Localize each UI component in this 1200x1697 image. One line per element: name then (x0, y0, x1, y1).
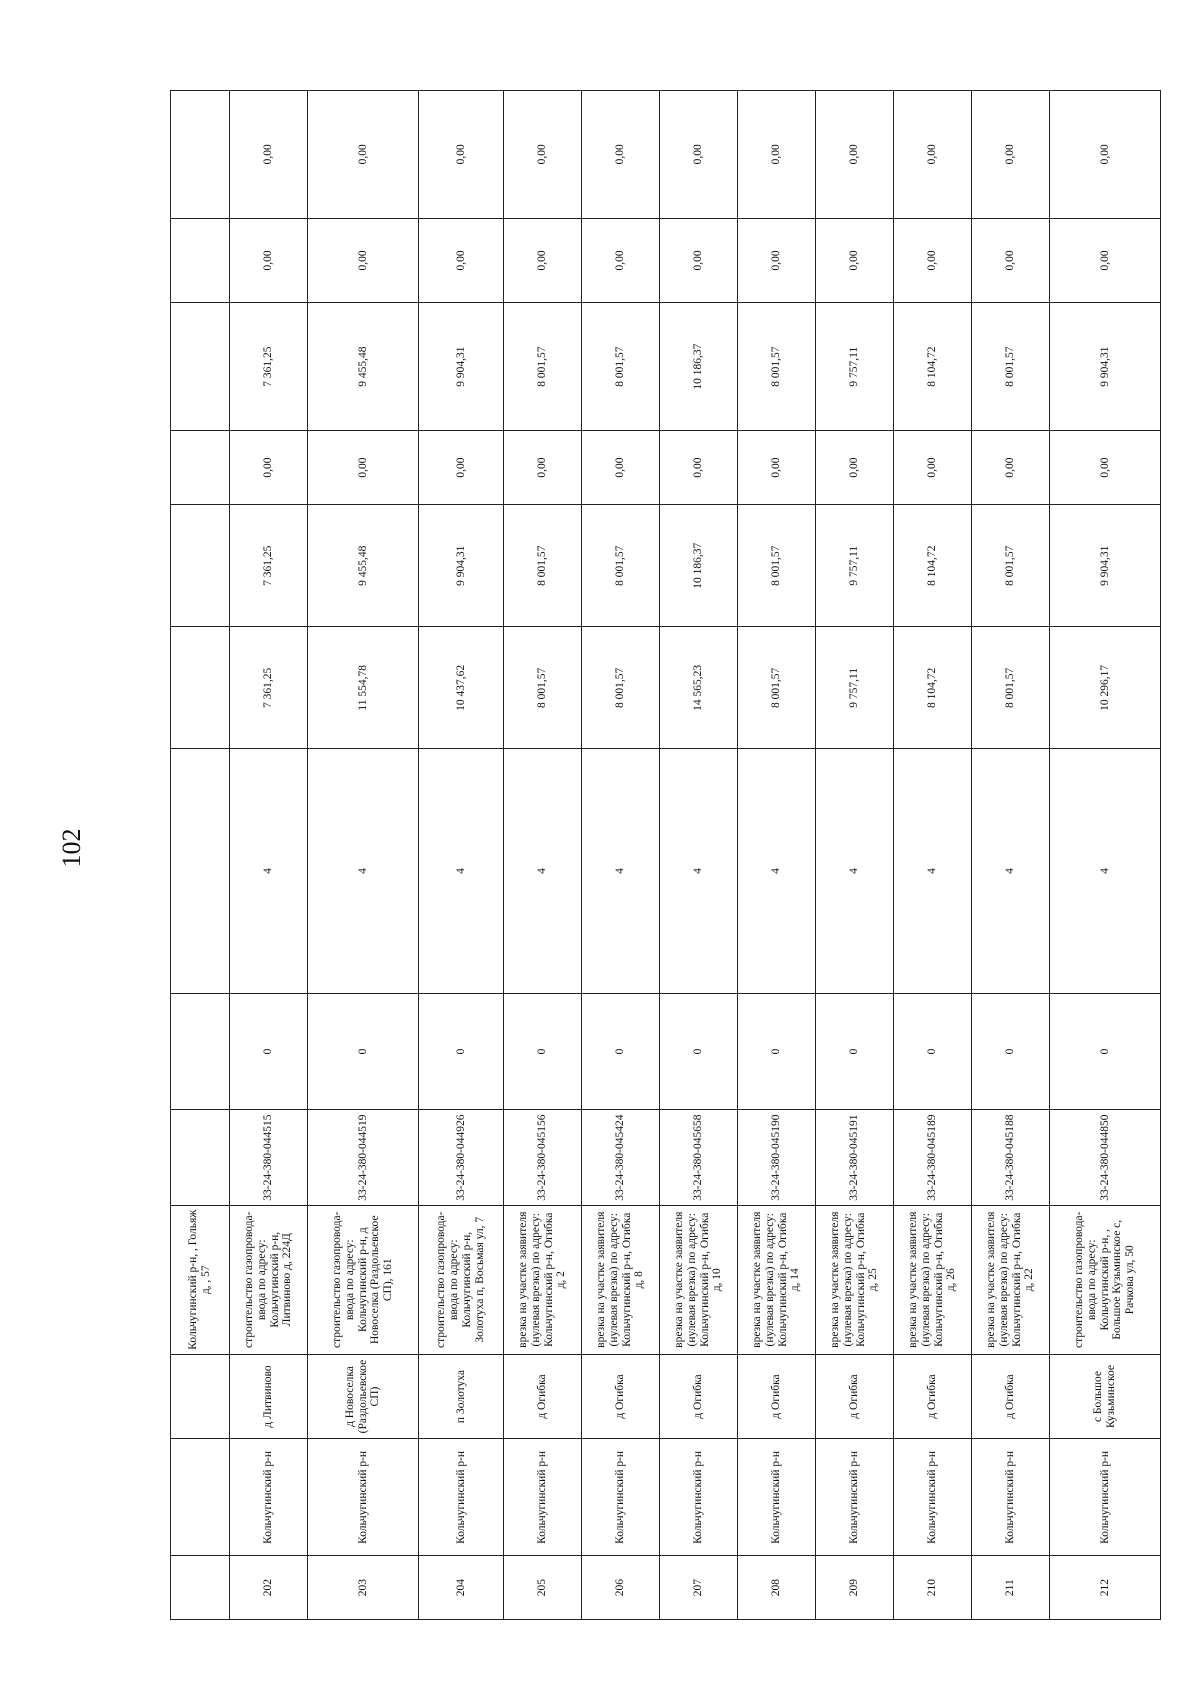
cell-num: 211 (972, 1556, 1050, 1620)
cell-description: врезка на участке заявителя (нулевая врезка) по адресу: Кольчугинский р-н, Огибка д, 14 (738, 1205, 816, 1354)
table-row (1050, 91, 1161, 1620)
cell-num: 206 (582, 1556, 660, 1620)
cell-v2: 4 (738, 749, 816, 993)
cell-v3: 8 001,57 (504, 627, 582, 749)
cell-v1 (171, 993, 230, 1110)
cell-v5 (171, 430, 230, 504)
cell-code: 33-24-380-045188 (972, 1110, 1050, 1206)
cell-description: врезка на участке заявителя (нулевая врезка) по адресу: Кольчугинский р-н, Огибка д, 8 (582, 1205, 660, 1354)
cell-v2: 4 (816, 749, 894, 993)
cell-code: 33-24-380-045189 (894, 1110, 972, 1206)
cell-num: 207 (660, 1556, 738, 1620)
cell-district: Кольчугинский р-н (816, 1439, 894, 1556)
cell-v3: 10 437,62 (419, 627, 504, 749)
cell-num: 208 (738, 1556, 816, 1620)
cell-settlement: д Литвиново (230, 1354, 308, 1439)
cell-code: 33-24-380-044519 (308, 1110, 419, 1206)
cell-v1: 0 (816, 993, 894, 1110)
table-row-continuation (171, 91, 230, 1620)
table-row (660, 91, 738, 1620)
cell-v1: 0 (504, 993, 582, 1110)
cell-v2: 4 (504, 749, 582, 993)
cell-v1: 0 (308, 993, 419, 1110)
cell-v7: 0,00 (582, 218, 660, 303)
cell-v3: 11 554,78 (308, 627, 419, 749)
cell-code: 33-24-380-045191 (816, 1110, 894, 1206)
cell-v1: 0 (1050, 993, 1161, 1110)
cell-v4: 8 001,57 (972, 505, 1050, 627)
cell-v3 (171, 627, 230, 749)
table-row (504, 91, 582, 1620)
cell-num: 204 (419, 1556, 504, 1620)
cell-v4: 8 001,57 (582, 505, 660, 627)
cell-v5: 0,00 (894, 430, 972, 504)
cell-v8: 0,00 (582, 91, 660, 219)
cell-v7: 0,00 (816, 218, 894, 303)
cell-v8: 0,00 (419, 91, 504, 219)
cell-v5: 0,00 (660, 430, 738, 504)
cell-description: врезка на участке заявителя (нулевая врезка) по адресу: Кольчугинский р-н, Огибка д, 26 (894, 1205, 972, 1354)
cell-district: Кольчугинский р-н (582, 1439, 660, 1556)
cell-v4: 9 904,31 (1050, 505, 1161, 627)
cell-v5: 0,00 (972, 430, 1050, 504)
cell-settlement: д Огибка (894, 1354, 972, 1439)
cell-v5: 0,00 (230, 430, 308, 504)
cell-description: врезка на участке заявителя (нулевая врезка) по адресу: Кольчугинский р-н, Огибка д, 25 (816, 1205, 894, 1354)
table-row (419, 91, 504, 1620)
cell-settlement: с Большое Кузьминское (1050, 1354, 1161, 1439)
cell-settlement: д Огибка (738, 1354, 816, 1439)
cell-v6: 9 904,31 (419, 303, 504, 430)
cell-v7: 0,00 (660, 218, 738, 303)
cell-num: 210 (894, 1556, 972, 1620)
cell-district: Кольчугинский р-н (1050, 1439, 1161, 1556)
cell-code: 33-24-380-044515 (230, 1110, 308, 1206)
cell-v1: 0 (419, 993, 504, 1110)
cell-settlement: д Огибка (972, 1354, 1050, 1439)
cell-v4: 7 361,25 (230, 505, 308, 627)
cell-v6: 7 361,25 (230, 303, 308, 430)
cell-v7 (171, 218, 230, 303)
cell-v2: 4 (972, 749, 1050, 993)
cell-v6: 10 186,37 (660, 303, 738, 430)
cell-v3: 7 361,25 (230, 627, 308, 749)
cell-v8: 0,00 (504, 91, 582, 219)
cell-v6: 9 757,11 (816, 303, 894, 430)
cell-description: строительство газопровода-ввода по адресу: Кольчугинский р-н, , Большое Кузьминское с, Рачкова ул, 50 (1050, 1205, 1161, 1354)
cell-v4: 8 104,72 (894, 505, 972, 627)
cell-district: Кольчугинский р-н (894, 1439, 972, 1556)
cell-district: Кольчугинский р-н (972, 1439, 1050, 1556)
cell-v4: 9 904,31 (419, 505, 504, 627)
cell-v3: 8 001,57 (972, 627, 1050, 749)
cell-v7: 0,00 (308, 218, 419, 303)
cell-code: 33-24-380-044926 (419, 1110, 504, 1206)
cell-v6: 8 001,57 (582, 303, 660, 430)
table-row (972, 91, 1050, 1620)
cell-description: строительство газопровода-ввода по адресу: Кольчугинский р-н, Золотуха п, Восьмая ул, 7 (419, 1205, 504, 1354)
cell-num (171, 1556, 230, 1620)
cell-v8: 0,00 (894, 91, 972, 219)
cell-code (171, 1110, 230, 1206)
cell-v8: 0,00 (660, 91, 738, 219)
cell-v2: 4 (419, 749, 504, 993)
cell-v5: 0,00 (504, 430, 582, 504)
cell-v2: 4 (1050, 749, 1161, 993)
cell-num: 209 (816, 1556, 894, 1620)
page-number: 102 (57, 828, 86, 868)
cell-v8: 0,00 (308, 91, 419, 219)
cell-v1: 0 (738, 993, 816, 1110)
cell-code: 33-24-380-045190 (738, 1110, 816, 1206)
cell-district: Кольчугинский р-н (308, 1439, 419, 1556)
cell-v4: 10 186,37 (660, 505, 738, 627)
cell-v6: 9 904,31 (1050, 303, 1161, 430)
cell-v8: 0,00 (1050, 91, 1161, 219)
cell-v4: 8 001,57 (504, 505, 582, 627)
cell-v1: 0 (894, 993, 972, 1110)
cell-code: 33-24-380-045424 (582, 1110, 660, 1206)
cell-v3: 8 001,57 (582, 627, 660, 749)
cell-v3: 8 104,72 (894, 627, 972, 749)
cell-v8: 0,00 (972, 91, 1050, 219)
cell-v5: 0,00 (738, 430, 816, 504)
cell-code: 33-24-380-045658 (660, 1110, 738, 1206)
cell-district: Кольчугинский р-н (504, 1439, 582, 1556)
cell-v2: 4 (308, 749, 419, 993)
cell-v7: 0,00 (230, 218, 308, 303)
cell-v8: 0,00 (738, 91, 816, 219)
cell-description: врезка на участке заявителя (нулевая врезка) по адресу: Кольчугинский р-н, Огибка д, 22 (972, 1205, 1050, 1354)
cell-num: 212 (1050, 1556, 1161, 1620)
cell-district: Кольчугинский р-н (230, 1439, 308, 1556)
rotated-table-frame (170, 90, 1137, 1620)
cell-v5: 0,00 (816, 430, 894, 504)
cell-v8: 0,00 (816, 91, 894, 219)
cell-v4: 9 455,48 (308, 505, 419, 627)
cell-description: строительство газопровода-ввода по адресу: Кольчугинский р-н, Литвиново д, 224Д (230, 1205, 308, 1354)
cell-v3: 14 565,23 (660, 627, 738, 749)
cell-v6: 8 001,57 (504, 303, 582, 430)
cell-v1: 0 (660, 993, 738, 1110)
cell-v2 (171, 749, 230, 993)
cell-v2: 4 (894, 749, 972, 993)
data-table (170, 90, 1161, 1620)
cell-v7: 0,00 (972, 218, 1050, 303)
cell-num: 203 (308, 1556, 419, 1620)
cell-v8 (171, 91, 230, 219)
cell-v2: 4 (582, 749, 660, 993)
cell-v6: 9 455,48 (308, 303, 419, 430)
table-row (308, 91, 419, 1620)
cell-v7: 0,00 (1050, 218, 1161, 303)
cell-district: Кольчугинский р-н (419, 1439, 504, 1556)
cell-v1: 0 (230, 993, 308, 1110)
table-row (816, 91, 894, 1620)
cell-settlement: д Огибка (582, 1354, 660, 1439)
table-row (230, 91, 308, 1620)
cell-district: Кольчугинский р-н (738, 1439, 816, 1556)
cell-v2: 4 (660, 749, 738, 993)
cell-v3: 9 757,11 (816, 627, 894, 749)
cell-v3: 8 001,57 (738, 627, 816, 749)
cell-v4: 9 757,11 (816, 505, 894, 627)
cell-v4: 8 001,57 (738, 505, 816, 627)
cell-description: врезка на участке заявителя (нулевая врезка) по адресу: Кольчугинский р-н, Огибка д, 10 (660, 1205, 738, 1354)
cell-code: 33-24-380-044850 (1050, 1110, 1161, 1206)
cell-description: врезка на участке заявителя (нулевая врезка) по адресу: Кольчугинский р-н, Огибка д, 2 (504, 1205, 582, 1354)
cell-v1: 0 (582, 993, 660, 1110)
cell-v5: 0,00 (1050, 430, 1161, 504)
cell-v7: 0,00 (419, 218, 504, 303)
cell-v6: 8 001,57 (972, 303, 1050, 430)
cell-settlement: д Огибка (816, 1354, 894, 1439)
cell-v7: 0,00 (738, 218, 816, 303)
cell-v2: 4 (230, 749, 308, 993)
cell-v8: 0,00 (230, 91, 308, 219)
cell-v5: 0,00 (582, 430, 660, 504)
table-container (170, 90, 1137, 1620)
cell-v7: 0,00 (894, 218, 972, 303)
cell-settlement (171, 1354, 230, 1439)
cell-settlement: д Огибка (660, 1354, 738, 1439)
cell-v5: 0,00 (419, 430, 504, 504)
cell-v6: 8 001,57 (738, 303, 816, 430)
cell-v1: 0 (972, 993, 1050, 1110)
cell-settlement: д Огибка (504, 1354, 582, 1439)
cell-v4 (171, 505, 230, 627)
cell-settlement: д Новоселка (Раздольевское СП) (308, 1354, 419, 1439)
cell-v5: 0,00 (308, 430, 419, 504)
cell-num: 202 (230, 1556, 308, 1620)
table-row (582, 91, 660, 1620)
cell-district: Кольчугинский р-н (660, 1439, 738, 1556)
cell-v6 (171, 303, 230, 430)
cell-description: Кольчугинский р-н, , Гольяж д, , 57 (171, 1205, 230, 1354)
cell-code: 33-24-380-045156 (504, 1110, 582, 1206)
cell-settlement: п Золотуха (419, 1354, 504, 1439)
table-row (738, 91, 816, 1620)
cell-v6: 8 104,72 (894, 303, 972, 430)
table-row (894, 91, 972, 1620)
cell-description: строительство газопровода-ввода по адресу: Кольчугинский р-н, д Новоселка (Раздольевское СП), 161 (308, 1205, 419, 1354)
cell-num: 205 (504, 1556, 582, 1620)
cell-v3: 10 296,17 (1050, 627, 1161, 749)
cell-v7: 0,00 (504, 218, 582, 303)
cell-district (171, 1439, 230, 1556)
